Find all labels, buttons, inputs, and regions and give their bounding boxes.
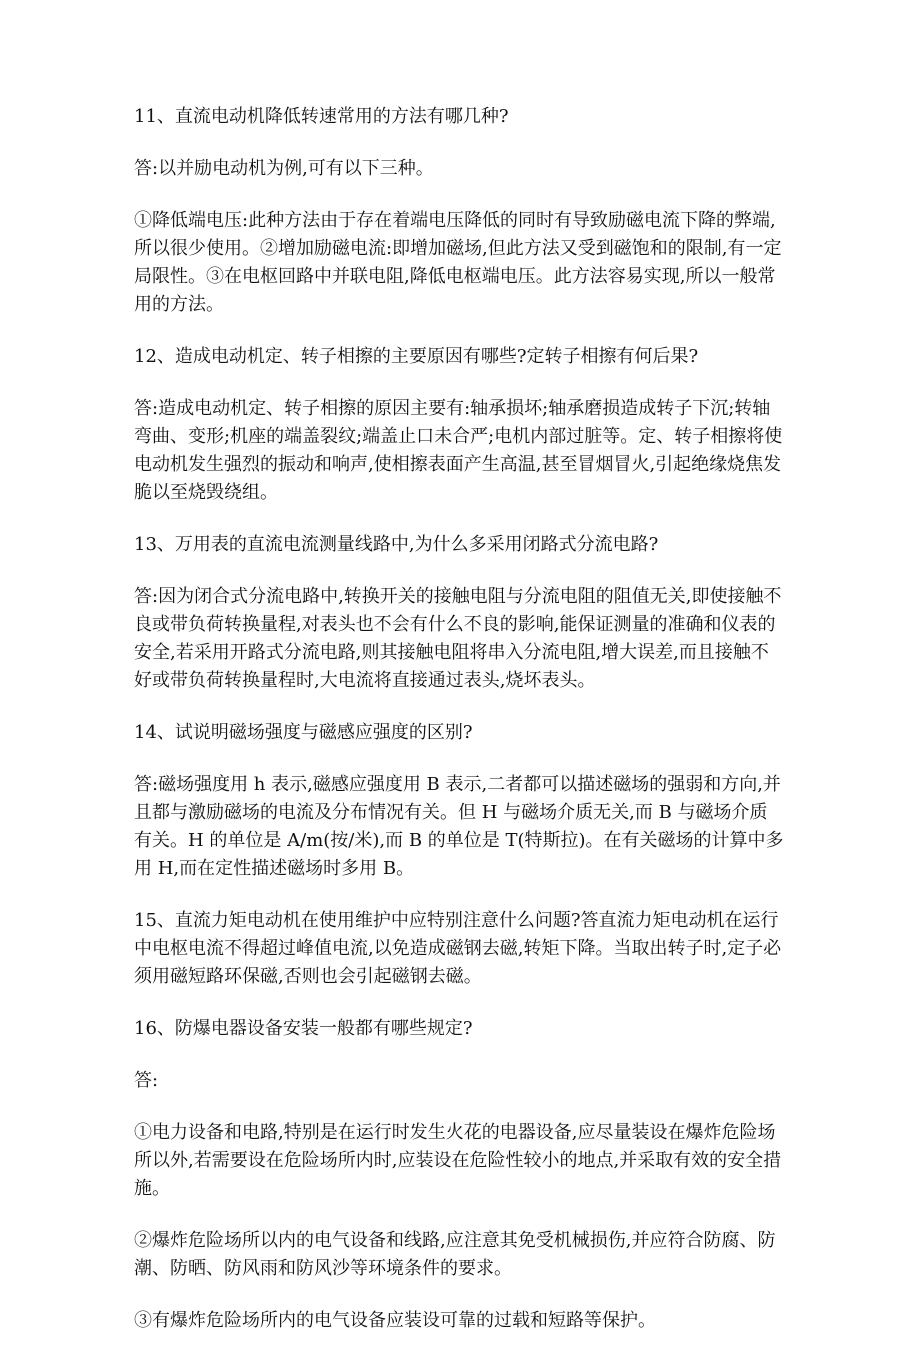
answer-14: 答:磁场强度用 h 表示,磁感应强度用 B 表示,二者都可以描述磁场的强弱和方向,并且都与激励磁场的电流及分布情况有关。但 H 与磁场介质无关,而 B 与磁场介质有关。H 的单位是 A/m(按/米),而 B 的单位是 T(特斯拉)。在有关磁场的计算中多用 H,而在定性描述磁场时多用 B。 [134,774,784,879]
answer-12: 答:造成电动机定、转子相擦的原因主要有:轴承损坏;轴承磨损造成转子下沉;转轴弯曲、变形;机座的端盖裂纹;端盖止口未合严;电机内部过脏等。定、转子相擦将使电动机发生强烈的振动和响声,使相擦表面产生高温,甚至冒烟冒火,引起绝缘烧焦发脆以至烧毁绕组。 [134,398,783,503]
answer-16-item-1: ①电力设备和电路,特别是在运行时发生火花的电器设备,应尽量装设在爆炸危险场所以外,若需要设在危险场所内时,应装设在危险性较小的地点,并采取有效的安全措施。 [134,1122,782,1199]
answer-11-intro: 答:以并励电动机为例,可有以下三种。 [134,158,434,179]
question-16: 16、防爆电器设备安装一般都有哪些规定? [134,1018,473,1039]
question-13: 13、万用表的直流电流测量线路中,为什么多采用闭路式分流电路? [134,534,659,555]
document-page [134,103,784,1359]
answer-16-item-2: ②爆炸危险场所以内的电气设备和线路,应注意其免受机械损伤,并应符合防腐、防潮、防晒、防风雨和防风沙等环境条件的要求。 [134,1230,776,1279]
answer-11-body: ①降低端电压:此种方法由于存在着端电压降低的同时有导致励磁电流下降的弊端,所以很少使用。②增加励磁电流:即增加磁场,但此方法又受到磁饱和的限制,有一定局限性。③在电枢回路中并联电阻,降低电枢端电压。此方法容易实现,所以一般常用的方法。 [134,210,782,315]
answer-13: 答:因为闭合式分流电路中,转换开关的接触电阻与分流电阻的阻值无关,即使接触不良或带负荷转换量程,对表头也不会有什么不良的影响,能保证测量的准确和仪表的安全,若采用开路式分流电路,则其接触电阻将串入分流电阻,增大误差,而且接触不好或带负荷转换量程时,大电流将直接通过表头,烧坏表头。 [134,586,782,691]
question-15: 15、直流力矩电动机在使用维护中应特别注意什么问题?答直流力矩电动机在运行中电枢电流不得超过峰值电流,以免造成磁钢去磁,转矩下降。当取出转子时,定子必须用磁短路环保磁,否则也会引起磁钢去磁。 [134,910,782,987]
question-12: 12、造成电动机定、转子相擦的主要原因有哪些?定转子相擦有何后果? [134,346,699,367]
answer-16-intro: 答: [134,1070,159,1091]
question-11: 11、直流电动机降低转速常用的方法有哪几种? [134,106,509,127]
question-14: 14、试说明磁场强度与磁感应强度的区别? [134,722,473,743]
answer-16-item-3: ③有爆炸危险场所内的电气设备应装设可靠的过载和短路等保护。 [134,1310,656,1331]
